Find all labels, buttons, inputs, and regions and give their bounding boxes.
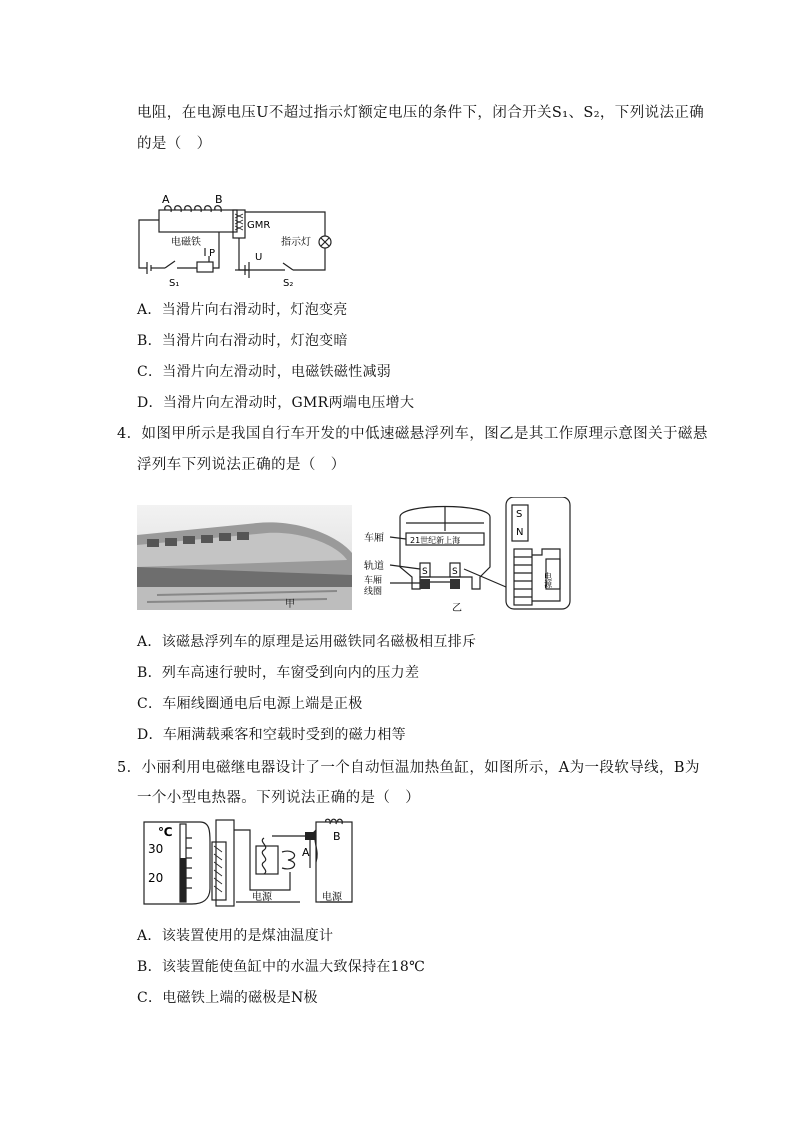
q4-label-source: 电源	[543, 572, 553, 588]
electromagnet-coil	[282, 851, 295, 869]
tank-thermometer	[212, 842, 226, 900]
gmr-element	[233, 210, 245, 238]
q5-label-30: 30	[148, 842, 164, 856]
q3-option-c: C．当滑片向左滑动时，电磁铁磁性减弱	[137, 364, 392, 380]
q5-label-source1: 电源	[252, 892, 272, 903]
q5-stem-line2: 一个小型电热器。下列说法正确的是（ ）	[137, 790, 421, 806]
mercury-column	[180, 858, 186, 902]
coil-left	[420, 579, 430, 589]
q3-stem-line1: 电阻，在电源电压U不超过指示灯额定电压的条件下，闭合开关S₁、S₂，下列说法正确	[137, 105, 705, 121]
q4-principle-figure	[360, 497, 575, 615]
switch-s2	[283, 263, 293, 270]
q5-label-source2: 电源	[322, 892, 342, 903]
fish-tank	[216, 820, 234, 906]
q4-label-yi: 乙	[452, 603, 462, 614]
q4-train-photo	[137, 505, 352, 610]
q4-label-s-detail: S	[516, 509, 523, 520]
q3-label-s2: S₂	[283, 278, 294, 289]
q5-label-a: A	[302, 846, 310, 859]
q4-label-coil: 线圈	[364, 587, 383, 597]
q4-label-s-left: S	[422, 567, 428, 577]
relay-frame	[256, 846, 278, 874]
relay-coil	[262, 838, 265, 874]
q3-label-gmr: GMR	[247, 220, 271, 231]
q3-option-b: B．当滑片向右滑动时，灯泡变暗	[137, 333, 348, 349]
q4-option-b: B．列车高速行驶时，车窗受到向内的压力差	[137, 665, 420, 681]
q4-label-s-right: S	[452, 567, 458, 577]
q4-label-jia: 甲	[285, 599, 295, 610]
q5-option-b: B．该装置能使鱼缸中的水温大致保持在18℃	[137, 959, 426, 975]
thermometer-panel	[144, 822, 210, 904]
coil-loops	[165, 206, 222, 212]
q4-label-n-detail: N	[516, 527, 524, 538]
q5-label-20: 20	[148, 871, 164, 885]
q4-option-c: C．车厢线圈通电后电源上端是正极	[137, 696, 363, 712]
q5-option-a: A．该装置使用的是煤油温度计	[137, 928, 334, 944]
q4-option-d: D．车厢满载乘客和空载时受到的磁力相等	[137, 727, 406, 743]
q3-stem-line2: 的是（ ）	[137, 136, 212, 152]
coil-right	[450, 579, 460, 589]
q4-label-sign: 21世纪新上海	[410, 536, 461, 545]
q4-stem-line1: 4．如图甲所示是我国自行车开发的中低速磁悬浮列车，图乙是其工作原理示意图关于磁悬	[117, 426, 708, 442]
q3-label-electromagnet: 电磁铁	[171, 237, 201, 248]
switch-s1	[165, 261, 175, 268]
q3-option-a: A．当滑片向右滑动时，灯泡变亮	[137, 302, 348, 318]
q3-label-b: B	[215, 193, 223, 206]
q3-label-u: U	[255, 252, 263, 263]
q4-stem-line2: 浮列车下列说法正确的是（ ）	[137, 457, 346, 473]
q5-label-unit: ℃	[158, 825, 173, 839]
q4-label-track: 轨道	[364, 561, 384, 572]
q3-label-a: A	[162, 193, 170, 206]
contact-point	[305, 832, 315, 840]
electromagnet-core	[159, 210, 237, 232]
q4-label-car: 车厢	[364, 533, 384, 544]
q4-label-car2: 车厢	[364, 576, 383, 586]
q5-option-c: C．电磁铁上端的磁极是N极	[137, 990, 318, 1006]
q3-circuit-figure	[135, 190, 345, 290]
q4-option-a: A．该磁悬浮列车的原理是运用磁铁同名磁极相互排斥	[137, 634, 477, 650]
q5-stem-line1: 5．小丽利用电磁继电器设计了一个自动恒温加热鱼缸，如图所示，A为一段软导线，B为	[117, 760, 700, 776]
q3-label-lamp: 指示灯	[281, 237, 311, 248]
rheostat	[197, 262, 213, 272]
q3-label-s1: S₁	[169, 278, 180, 289]
q3-option-d: D．当滑片向左滑动时，GMR两端电压增大	[137, 395, 415, 411]
q5-label-b: B	[333, 830, 341, 843]
q3-label-p: P	[209, 248, 216, 259]
q5-thermostat-figure	[140, 818, 360, 908]
